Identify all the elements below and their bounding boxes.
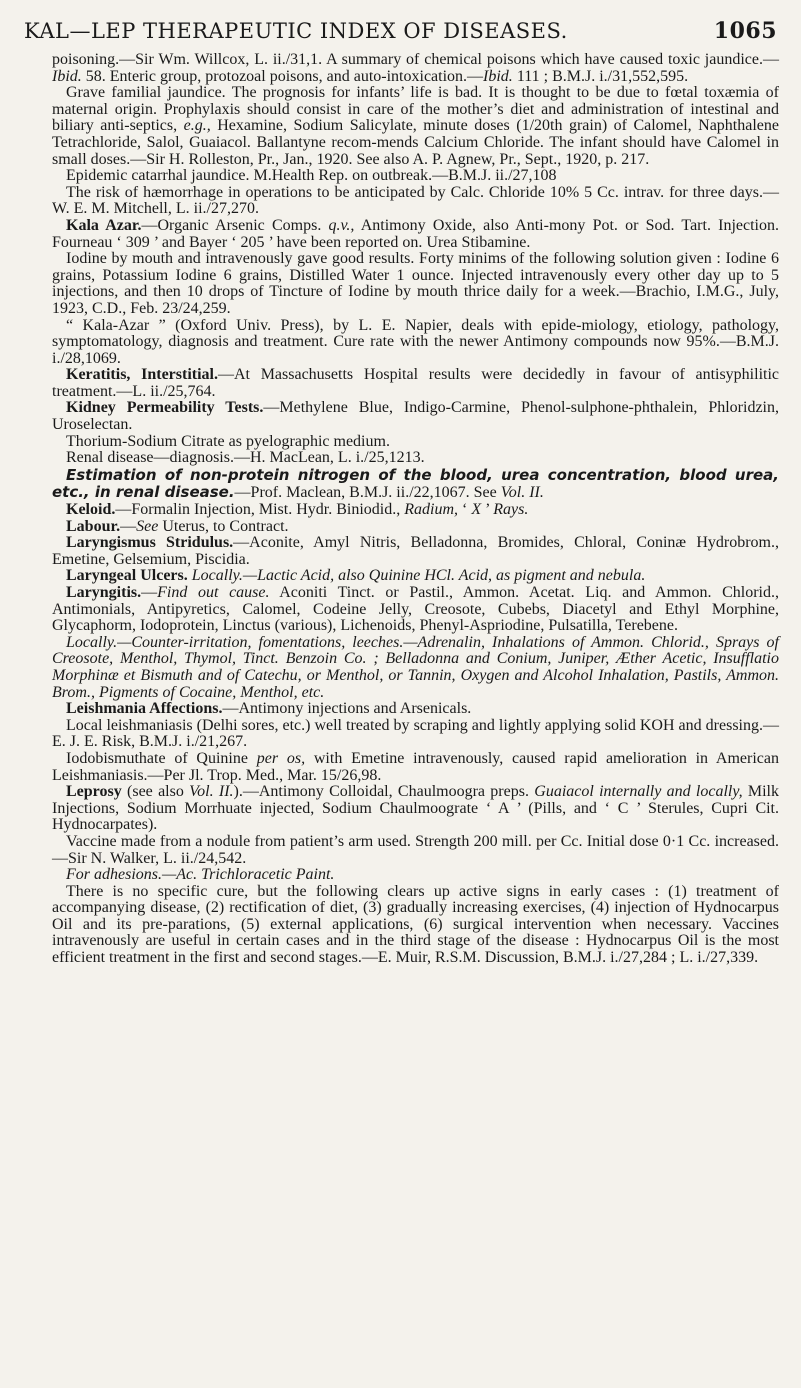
text-run: ).—Antimony Colloidal, Chaulmoogra preps. <box>233 783 535 801</box>
entry-heading: Laryngeal Ulcers. <box>66 567 188 585</box>
text-run: —Methylene Blue, Indigo-Carmine, Phenol-sulphone-phthalein, Phloridzin, Uroselectan. <box>52 399 779 434</box>
paragraph <box>52 635 779 701</box>
index-entry-labour <box>52 519 779 536</box>
entry-heading: Keloid. <box>66 501 116 519</box>
text-run: Locally.—Lactic Acid, also Quinine HCl. Acid, as pigment and nebula. <box>191 567 646 585</box>
text-run: poisoning.—Sir Wm. Willcox, L. ii./31,1. A summary of chemical poisons which have caused toxic jaundice.— <box>52 51 779 68</box>
paragraph <box>52 168 779 185</box>
entry-heading: Keratitis, Interstitial. <box>66 366 218 384</box>
index-entry-laryngitis <box>52 585 779 635</box>
text-run: e.g., <box>183 117 211 135</box>
text-run: Radium, <box>404 501 459 519</box>
text-run: —Aconite, Amyl Nitris, Belladonna, Bromides, Chloral, Coninæ Hydrobrom., Emetine, Gelsemium, Piscidia. <box>52 534 779 568</box>
entry-heading: Leishmania Affections. <box>66 700 223 718</box>
text-run: Vol. II. <box>189 783 234 801</box>
paragraph <box>52 834 779 867</box>
text-run: Vaccine made from a nodule from patient’s arm used. Strength 200 mill. per Cc. Initial dose 0·1 Cc. increased.—Sir N. Walker, L. ii./24,542. <box>52 832 779 867</box>
text-run: X <box>471 501 482 519</box>
text-run: Find out cause. <box>157 584 270 601</box>
text-run: “ Kala-Azar ” (Oxford Univ. Press), by L. E. Napier, deals with epide-miology, etiology, pathology, symptomatology, diagnosis and treatment. Cure rate with the newer Antimony compounds now 95%.—B.M.J. i./28,1069. <box>52 316 779 367</box>
text-run: —Formalin Injection, Mist. Hydr. Biniodid., <box>115 501 405 519</box>
index-entry-kidney <box>52 400 779 433</box>
text-run: — <box>120 517 137 535</box>
text-run: Iodobismuthate of Quinine <box>66 749 257 767</box>
index-entry-laryngismus <box>52 535 779 568</box>
paragraph <box>52 467 779 502</box>
entry-heading: Kala Azar. <box>66 216 142 234</box>
paragraph <box>52 434 779 451</box>
text-run: Hexamine, Sodium Salicylate, minute doses (1/20th grain) of Calomel, Naphthalene Tetrachloride, Salol, Guaiacol. Ballantyne recom-mends Calcium Chloride. The infant should have Calomel in small doses.—Sir H. Rolleston, Pr., Jan., 1920. See also A. P. Agnew, Pr., Sept., 1920, p. 217. <box>52 117 779 168</box>
paragraph <box>52 718 779 751</box>
text-run: 58. Enteric group, protozoal poisons, and auto-intoxication.— <box>81 67 484 85</box>
text-run: (see also <box>121 783 190 801</box>
text-run: — <box>141 584 158 601</box>
paragraph <box>52 85 779 168</box>
paragraph <box>52 450 779 467</box>
entry-heading: Labour. <box>66 517 121 535</box>
text-run: Ibid. <box>52 67 82 85</box>
text-run: Guaiacol internally and locally, <box>534 783 743 801</box>
text-run: Aconiti Tinct. or Pastil., Ammon. Acetat. Liq. and Ammon. Chlorid., Antimonials, Antipyretics, Calomel, Codeine Jelly, Creosote, Cubebs, Diacetyl and Ethyl Morphine, Glycaphorm, Iodoprotein, Linctus (various), Lichenoids, Phenyl-Aspriodine, Pulsatilla, Terebene. <box>52 584 779 635</box>
text-run: ’ <box>481 501 494 519</box>
text-run: Thorium-Sodium Citrate as pyelographic medium. <box>66 432 390 450</box>
index-entry-keloid <box>52 502 779 519</box>
text-run: ‘ <box>458 501 472 519</box>
text-run: 111 ; B.M.J. i./31,552,595. <box>512 67 689 85</box>
text-run: Milk Injections, Sodium Morrhuate injected, Sodium Chaulmoograte ‘ A ’ (Pills, and ‘ C ’ Sterules, Cupri Cit. Hydnocarpates). <box>52 783 779 834</box>
page-number: 1065 <box>713 18 777 44</box>
text-run: —Antimony injections and Arsenicals. <box>222 700 472 718</box>
text-run: —Organic Arsenic Comps. <box>141 216 329 234</box>
entry-heading: Kidney Permeability Tests. <box>66 399 264 417</box>
text-run: Rays. <box>493 501 529 519</box>
text-run: See <box>136 517 159 535</box>
text-run: Locally.—Counter-irritation, fomentations, leeches.—Adrenalin, Inhalations of Ammon. Chlorid., Sprays of Creosote, Menthol, Thymol, Tinct. Benzoin Co. ; Belladonna and Conium, Juniper, Æther Acetic, Insufflatio Morphinæ et Bismuth and of Catechu, or Menthol, or Tannin, Oxygen and Alcohol Inhalation, Pastils, Ammon. Brom., Pigments of Cocaine, Menthol, etc. <box>52 633 779 701</box>
index-entry-kala-azar <box>52 218 779 251</box>
text-run: Antimony Oxide, also Anti-mony Pot. or Sod. Tart. Injection. Fourneau ‘ 309 ’ and Bayer ‘ 205 ’ have been reported on. Urea Stibamine. <box>52 216 780 251</box>
text-run: Ibid. <box>483 67 513 85</box>
text-run: Estimation of non-protein nitrogen of the blood, urea concentration, blood urea, etc., in renal disease. <box>52 465 779 502</box>
text-run: Iodine by mouth and intravenously gave good results. Forty minims of the following solution given : Iodine 6 grains, Potassium Iodine 6 grains, Distilled Water 1 ounce. Injected intravenously every other day up to 5 injections, and then 10 drops of Tincture of Iodine by mouth thrice daily for a week.—Brachio, I.M.G., July, 1923, C.D., Feb. 23/24,259. <box>52 250 779 317</box>
paragraph <box>52 751 779 784</box>
paragraph <box>52 185 779 218</box>
text-run: Epidemic catarrhal jaundice. M.Health Rep. on outbreak.—B.M.J. ii./27,108 <box>66 167 557 185</box>
entry-heading: Leprosy <box>66 783 122 801</box>
text-run: per os, <box>256 749 306 767</box>
index-entry-keratitis <box>52 367 779 400</box>
text-run: —At Massachusetts Hospital results were decidedly in favour of antisyphilitic treatment.—L. ii./25,764. <box>52 366 780 400</box>
text-run: There is no specific cure, but the following clears up active signs in early cases : (1) treatment of accompanying disease, (2) rectification of diet, (3) gradually increasing exercises, (4) injection of Hydnocarpus Oil and its pre-parations, (5) external applications, (6) surgical intervention when necessary. Vaccines intravenously are useful in certain cases and in the third stage of the disease : Hydnocarpus Oil is the most efficient treatment in the first and second stages.—E. Muir, R.S.M. Discussion, B.M.J. i./27,284 ; L. i./27,339. <box>52 882 779 967</box>
paragraph <box>52 884 779 967</box>
text-run: The risk of hæmorrhage in operations to be anticipated by Calc. Chloride 10% 5 Cc. intrav. for three days.—W. E. M. Mitchell, L. ii./27,270. <box>52 183 779 218</box>
paragraph <box>52 318 779 368</box>
text-run: q.v., <box>328 216 355 234</box>
text-run: Uterus, to Contract. <box>158 517 289 535</box>
paragraph <box>52 251 779 317</box>
index-text <box>52 52 779 1380</box>
paragraph <box>52 52 779 85</box>
text-run: —Prof. Maclean, B.M.J. ii./22,1067. See <box>234 484 501 502</box>
running-head-title: KAL—LEP THERAPEUTIC INDEX OF DISEASES. <box>24 19 568 43</box>
index-entry-leishmania <box>52 701 779 718</box>
entry-heading: Laryngitis. <box>66 584 142 601</box>
paragraph <box>52 867 779 884</box>
index-entry-leprosy <box>52 784 779 834</box>
text-run: Grave familial jaundice. The prognosis for infants’ life is bad. It is thought to be due to fœtal toxæmia of maternal origin. Prophylaxis should consist in care of the mother’s diet and administration of intestinal and biliary anti-septics, <box>52 84 779 135</box>
entry-heading: Laryngismus Stridulus. <box>66 534 234 552</box>
running-header <box>24 14 777 48</box>
text-run: Local leishmaniasis (Delhi sores, etc.) well treated by scraping and lightly applying solid KOH and dressing.—E. J. E. Risk, B.M.J. i./21,267. <box>52 716 779 751</box>
text-run: Renal disease—diagnosis.—H. MacLean, L. i./25,1213. <box>66 449 425 467</box>
text-run: Vol. II. <box>500 484 544 502</box>
index-entry-laryngeal-ulcers <box>52 568 779 585</box>
text-run: with Emetine intravenously, caused rapid amelioration in American Leishmaniasis.—Per Jl. Trop. Med., Mar. 15/26,98. <box>52 749 780 784</box>
text-run: For adhesions.—Ac. Trichloracetic Paint. <box>66 866 335 884</box>
